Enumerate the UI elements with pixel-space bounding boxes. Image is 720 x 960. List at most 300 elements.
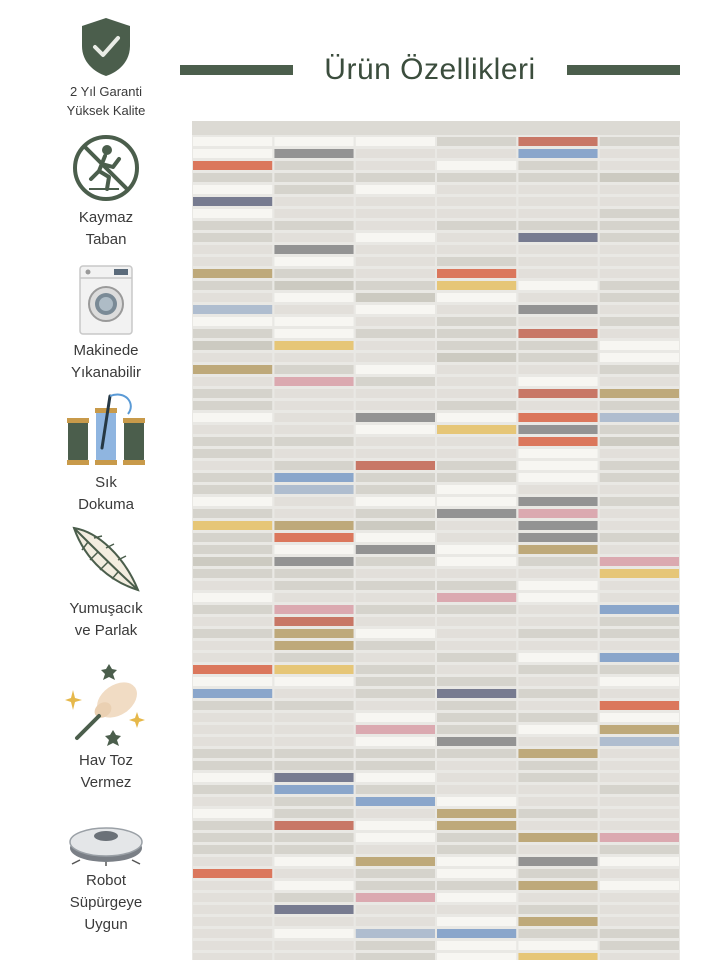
- rug-stripe: [437, 245, 516, 254]
- rug-stripe: [193, 725, 272, 734]
- rug-stripe: [600, 881, 679, 890]
- feature-soft-label: Yumuşacık ve Parlak: [69, 600, 143, 639]
- rug-stripe: [437, 509, 516, 518]
- rug-stripe: [437, 185, 516, 194]
- rug-stripe: [518, 461, 597, 470]
- rug-stripe: [356, 845, 435, 854]
- rug-stripe: [437, 821, 516, 830]
- rug-stripe: [356, 929, 435, 938]
- rug-stripe: [274, 773, 353, 782]
- rug-stripe: [600, 749, 679, 758]
- rug-stripe: [600, 533, 679, 542]
- rug-stripe: [356, 701, 435, 710]
- feature-robot-label: Robot Süpürgeye Uygun: [69, 872, 143, 933]
- rug-stripe: [600, 437, 679, 446]
- rug-stripe: [356, 785, 435, 794]
- rug-stripe: [600, 941, 679, 950]
- rug-stripe: [193, 773, 272, 782]
- rug-stripe: [600, 833, 679, 842]
- feature-sidebar: [0, 0, 180, 960]
- rug-stripe: [274, 749, 353, 758]
- header-rule-left: [180, 65, 293, 75]
- rug-stripe: [600, 137, 679, 146]
- rug-stripe: [600, 557, 679, 566]
- rug-stripe: [193, 557, 272, 566]
- rug-stripe: [600, 317, 679, 326]
- rug-stripe: [193, 893, 272, 902]
- rug-stripe: [437, 869, 516, 878]
- rug-stripe: [600, 797, 679, 806]
- rug-pattern: [192, 121, 680, 960]
- rug-stripe: [437, 713, 516, 722]
- rug-stripe: [600, 929, 679, 938]
- rug-stripe: [518, 269, 597, 278]
- rug-stripe: [274, 161, 353, 170]
- rug-stripe: [518, 413, 597, 422]
- rug-stripe: [274, 665, 353, 674]
- rug-stripe: [600, 737, 679, 746]
- rug-stripe: [356, 449, 435, 458]
- rug-stripe: [274, 941, 353, 950]
- rug-stripe: [600, 617, 679, 626]
- rug-stripe: [437, 281, 516, 290]
- rug-stripe: [518, 809, 597, 818]
- rug-stripe: [274, 677, 353, 686]
- rug-stripe: [437, 749, 516, 758]
- rug-stripe: [274, 737, 353, 746]
- rug-stripe: [518, 749, 597, 758]
- rug-stripe: [600, 257, 679, 266]
- rug-stripe: [193, 497, 272, 506]
- rug-stripe: [274, 437, 353, 446]
- rug-stripe: [437, 209, 516, 218]
- feature-guarantee: [36, 16, 176, 120]
- rug-stripe: [518, 833, 597, 842]
- rug-stripe: [193, 209, 272, 218]
- rug-stripe: [600, 701, 679, 710]
- rug-stripe: [356, 593, 435, 602]
- rug-stripe: [600, 473, 679, 482]
- rug-stripe: [600, 269, 679, 278]
- rug-stripe: [356, 425, 435, 434]
- rug-stripe: [600, 653, 679, 662]
- rug-stripe: [193, 509, 272, 518]
- rug-stripe: [518, 869, 597, 878]
- rug-stripe: [274, 905, 353, 914]
- rug-stripe: [600, 461, 679, 470]
- rug-stripe: [600, 581, 679, 590]
- rug-stripe: [600, 245, 679, 254]
- rug-stripe: [356, 941, 435, 950]
- rug-stripe: [274, 725, 353, 734]
- rug-stripe: [274, 281, 353, 290]
- rug-stripe: [437, 329, 516, 338]
- rug-stripe: [274, 929, 353, 938]
- rug-stripe: [274, 377, 353, 386]
- rug-stripe: [274, 149, 353, 158]
- rug-stripe: [600, 233, 679, 242]
- rug-stripe: [356, 773, 435, 782]
- rug-stripe: [518, 149, 597, 158]
- rug-stripe: [356, 917, 435, 926]
- rug-stripe: [437, 461, 516, 470]
- rug-stripe: [518, 761, 597, 770]
- rug-stripe: [193, 377, 272, 386]
- rug-stripe: [600, 305, 679, 314]
- rug-stripe: [274, 617, 353, 626]
- rug-stripe: [600, 545, 679, 554]
- rug-stripe: [437, 665, 516, 674]
- rug-stripe: [274, 509, 353, 518]
- rug-stripe: [193, 173, 272, 182]
- rug-stripe: [193, 473, 272, 482]
- rug-stripe: [600, 845, 679, 854]
- rug-stripe: [518, 449, 597, 458]
- rug-stripe: [274, 413, 353, 422]
- rug-stripe: [193, 389, 272, 398]
- rug-stripe: [356, 809, 435, 818]
- rug-stripe: [274, 653, 353, 662]
- rug-stripe: [356, 137, 435, 146]
- rug-stripe: [600, 893, 679, 902]
- rug-stripe: [356, 653, 435, 662]
- rug-stripe: [274, 593, 353, 602]
- rug-stripe: [193, 677, 272, 686]
- rug-stripe: [518, 605, 597, 614]
- rug-stripe: [600, 293, 679, 302]
- rug-stripe: [600, 521, 679, 530]
- rug-stripe: [274, 533, 353, 542]
- rug-stripe: [518, 569, 597, 578]
- rug-stripe: [193, 413, 272, 422]
- rug-stripe: [356, 857, 435, 866]
- rug-stripe: [274, 317, 353, 326]
- rug-stripe: [274, 365, 353, 374]
- rug-stripe: [193, 449, 272, 458]
- rug-stripe: [600, 449, 679, 458]
- rug-stripe: [437, 569, 516, 578]
- rug-stripe: [600, 413, 679, 422]
- rug-stripe: [437, 785, 516, 794]
- feature-dense-weave-label: Sık Dokuma: [78, 474, 134, 513]
- rug-image: [192, 121, 680, 960]
- rug-stripe: [356, 557, 435, 566]
- rug-stripe: [193, 161, 272, 170]
- rug-stripe: [518, 257, 597, 266]
- rug-stripe: [437, 653, 516, 662]
- rug-stripe: [274, 893, 353, 902]
- page-title: Ürün Özellikleri: [324, 53, 536, 86]
- rug-stripe: [518, 689, 597, 698]
- rug-stripe: [518, 281, 597, 290]
- rug-stripe: [274, 185, 353, 194]
- rug-stripe: [274, 197, 353, 206]
- rug-stripe: [437, 917, 516, 926]
- rug-stripe: [356, 377, 435, 386]
- rug-stripe: [193, 569, 272, 578]
- rug-stripe: [274, 401, 353, 410]
- rug-stripe: [600, 629, 679, 638]
- rug-stripe: [600, 953, 679, 960]
- rug-stripe: [356, 413, 435, 422]
- rug-stripe: [437, 413, 516, 422]
- rug-stripe: [193, 401, 272, 410]
- rug-stripe: [274, 173, 353, 182]
- rug-stripe: [356, 545, 435, 554]
- rug-stripe: [518, 593, 597, 602]
- rug-stripe: [518, 629, 597, 638]
- rug-stripe: [356, 269, 435, 278]
- rug-stripe: [193, 785, 272, 794]
- rug-fringe: [192, 121, 680, 135]
- rug-stripe: [274, 389, 353, 398]
- rug-stripe: [356, 833, 435, 842]
- rug-stripe: [600, 281, 679, 290]
- rug-stripe: [518, 857, 597, 866]
- feature-no-shedding-label: Hav Toz Vermez: [79, 752, 133, 791]
- rug-stripe: [356, 521, 435, 530]
- rug-stripe: [274, 569, 353, 578]
- rug-stripe: [274, 917, 353, 926]
- rug-stripe: [193, 869, 272, 878]
- rug-stripe: [274, 269, 353, 278]
- rug-stripe: [437, 953, 516, 960]
- rug-stripe: [437, 221, 516, 230]
- rug-stripe: [437, 557, 516, 566]
- rug-stripe: [518, 389, 597, 398]
- rug-stripe: [356, 317, 435, 326]
- rug-stripe: [356, 257, 435, 266]
- rug-stripe: [356, 869, 435, 878]
- rug-stripe: [437, 305, 516, 314]
- rug-stripe: [356, 365, 435, 374]
- section-header: [180, 44, 680, 96]
- rug-stripe: [356, 185, 435, 194]
- rug-stripe: [356, 605, 435, 614]
- rug-stripe: [437, 161, 516, 170]
- rug-stripe: [193, 293, 272, 302]
- rug-stripe: [356, 749, 435, 758]
- rug-stripe: [437, 341, 516, 350]
- rug-stripe: [518, 557, 597, 566]
- rug-stripe: [274, 341, 353, 350]
- rug-stripe: [518, 773, 597, 782]
- rug-stripe: [437, 377, 516, 386]
- rug-stripe: [193, 641, 272, 650]
- rug-stripe: [274, 473, 353, 482]
- rug-stripe: [356, 893, 435, 902]
- rug-stripe: [437, 881, 516, 890]
- rug-stripe: [193, 545, 272, 554]
- rug-stripe: [518, 485, 597, 494]
- rug-stripe: [600, 377, 679, 386]
- rug-stripe: [600, 605, 679, 614]
- rug-stripe: [600, 485, 679, 494]
- rug-stripe: [518, 917, 597, 926]
- rug-stripe: [600, 785, 679, 794]
- rug-stripe: [518, 497, 597, 506]
- rug-stripe: [600, 209, 679, 218]
- rug-stripe: [356, 209, 435, 218]
- rug-stripe: [193, 629, 272, 638]
- rug-stripe: [600, 677, 679, 686]
- rug-stripe: [274, 761, 353, 770]
- rug-stripe: [437, 797, 516, 806]
- rug-stripe: [193, 797, 272, 806]
- rug-stripe: [600, 149, 679, 158]
- rug-stripe: [356, 437, 435, 446]
- rug-stripe: [600, 641, 679, 650]
- rug-stripe: [193, 281, 272, 290]
- rug-stripe: [193, 941, 272, 950]
- rug-stripe: [274, 881, 353, 890]
- rug-stripe: [356, 353, 435, 362]
- rug-stripe: [193, 485, 272, 494]
- feature-no-shedding: [36, 660, 176, 794]
- rug-stripe: [356, 641, 435, 650]
- rug-stripe: [193, 197, 272, 206]
- rug-stripe: [437, 173, 516, 182]
- rug-stripe: [600, 425, 679, 434]
- rug-stripe: [193, 221, 272, 230]
- rug-stripe: [274, 245, 353, 254]
- feature-non-slip-label: Kaymaz Taban: [78, 209, 134, 248]
- rug-stripe: [518, 653, 597, 662]
- rug-stripe: [518, 341, 597, 350]
- rug-stripe: [274, 797, 353, 806]
- rug-stripe: [437, 677, 516, 686]
- rug-stripe: [437, 317, 516, 326]
- rug-stripe: [437, 737, 516, 746]
- rug-stripe: [356, 389, 435, 398]
- rug-stripe: [356, 149, 435, 158]
- rug-stripe: [437, 257, 516, 266]
- rug-stripe: [274, 521, 353, 530]
- rug-stripe: [356, 629, 435, 638]
- rug-stripe: [193, 881, 272, 890]
- rug-stripe: [274, 809, 353, 818]
- rug-stripe: [274, 845, 353, 854]
- rug-stripe: [437, 605, 516, 614]
- feature-soft: [36, 524, 176, 642]
- rug-stripe: [437, 845, 516, 854]
- rug-stripe: [193, 365, 272, 374]
- rug-stripe: [600, 365, 679, 374]
- rug-stripe: [600, 809, 679, 818]
- rug-stripe: [356, 161, 435, 170]
- rug-stripe: [356, 233, 435, 242]
- rug-stripe: [193, 581, 272, 590]
- rug-stripe: [600, 773, 679, 782]
- rug-stripe: [437, 293, 516, 302]
- rug-stripe: [600, 353, 679, 362]
- feather-icon: [68, 524, 144, 594]
- rug-stripe: [356, 401, 435, 410]
- rug-stripe: [518, 377, 597, 386]
- feature-dense-weave: [36, 390, 176, 516]
- rug-stripe: [193, 689, 272, 698]
- rug-stripe: [356, 341, 435, 350]
- rug-stripe: [193, 857, 272, 866]
- feature-guarantee-label: 2 Yıl Garanti Yüksek Kalite: [66, 84, 146, 118]
- rug-stripe: [356, 281, 435, 290]
- rug-stripe: [356, 665, 435, 674]
- rug-stripe: [600, 401, 679, 410]
- rug-stripe: [518, 677, 597, 686]
- rug-stripe: [274, 629, 353, 638]
- rug-stripe: [600, 593, 679, 602]
- rug-stripe: [193, 341, 272, 350]
- rug-stripe: [193, 713, 272, 722]
- rug-stripe: [600, 689, 679, 698]
- rug-stripe: [274, 689, 353, 698]
- rug-stripe: [437, 473, 516, 482]
- rug-stripe: [274, 329, 353, 338]
- rug-stripe: [437, 197, 516, 206]
- rug-stripe: [356, 173, 435, 182]
- rug-stripe: [193, 185, 272, 194]
- rug-stripe: [437, 449, 516, 458]
- rug-stripe: [518, 401, 597, 410]
- rug-stripe: [437, 641, 516, 650]
- rug-stripe: [193, 929, 272, 938]
- rug-stripe: [518, 233, 597, 242]
- rug-stripe: [193, 257, 272, 266]
- rug-stripe: [437, 365, 516, 374]
- rug-stripe: [518, 305, 597, 314]
- rug-stripe: [518, 209, 597, 218]
- rug-stripe: [518, 881, 597, 890]
- rug-stripe: [437, 497, 516, 506]
- rug-stripe: [193, 701, 272, 710]
- rug-stripe: [274, 485, 353, 494]
- feature-washable-label: Makinede Yıkanabilir: [70, 342, 142, 381]
- rug-stripe: [600, 665, 679, 674]
- rug-stripe: [518, 737, 597, 746]
- rug-stripe: [518, 185, 597, 194]
- rug-stripe: [600, 329, 679, 338]
- rug-stripe: [274, 641, 353, 650]
- rug-stripe: [518, 725, 597, 734]
- rug-stripe: [193, 821, 272, 830]
- rug-stripe: [437, 905, 516, 914]
- rug-stripe: [518, 437, 597, 446]
- rug-stripe: [193, 245, 272, 254]
- rug-stripe: [274, 353, 353, 362]
- rug-stripe: [356, 761, 435, 770]
- rug-stripe: [274, 461, 353, 470]
- rug-stripe: [437, 893, 516, 902]
- rug-stripe: [193, 737, 272, 746]
- rug-stripe: [274, 557, 353, 566]
- rug-stripe: [600, 185, 679, 194]
- rug-stripe: [518, 161, 597, 170]
- rug-stripe: [356, 797, 435, 806]
- rug-stripe: [600, 569, 679, 578]
- rug-stripe: [518, 509, 597, 518]
- rug-stripe: [518, 929, 597, 938]
- rug-stripe: [600, 221, 679, 230]
- rug-stripe: [600, 161, 679, 170]
- rug-stripe: [437, 233, 516, 242]
- rug-stripe: [600, 761, 679, 770]
- rug-stripe: [193, 905, 272, 914]
- rug-stripe: [518, 221, 597, 230]
- rug-stripe: [518, 533, 597, 542]
- rug-stripe: [518, 665, 597, 674]
- rug-stripe: [356, 485, 435, 494]
- rug-stripe: [518, 785, 597, 794]
